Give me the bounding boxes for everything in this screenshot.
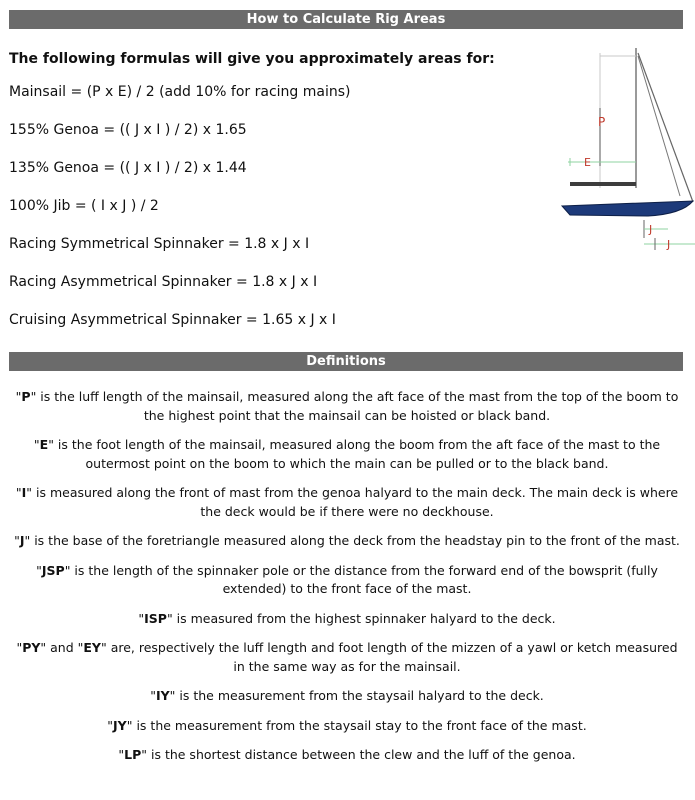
- definitions-heading: Definitions: [9, 352, 683, 371]
- formula-cruising-asymmetrical-spinnaker: Cruising Asymmetrical Spinnaker = 1.65 x J x I: [9, 312, 336, 328]
- e-label: E: [584, 156, 591, 169]
- formula-genoa-155: 155% Genoa = (( J x I ) / 2) x 1.65: [9, 122, 247, 138]
- definition-py-ey: "PY" and "EY" are, respectively the luff length and foot length of the mizzen of a yawl or ketch measured in the same way as for the mainsail.: [16, 640, 678, 674]
- definition-j: "J" is the base of the foretriangle measured along the deck from the headstay pin to the front of the mast.: [14, 533, 680, 548]
- definition-iy: "IY" is the measurement from the staysail halyard to the deck.: [150, 688, 544, 703]
- definitions-list: [9, 388, 685, 776]
- boom: [570, 182, 636, 186]
- definition-lp: "LP" is the shortest distance between the clew and the luff of the genoa.: [118, 747, 576, 762]
- jib-luff: [638, 56, 680, 196]
- page-title: How to Calculate Rig Areas: [9, 10, 683, 29]
- hull: [562, 201, 693, 216]
- j-label: J: [667, 238, 671, 251]
- formula-racing-asymmetrical-spinnaker: Racing Asymmetrical Spinnaker = 1.8 x J x I: [9, 274, 318, 290]
- forestay: [638, 53, 693, 202]
- definition-jy: "JY" is the measurement from the staysail stay to the front face of the mast.: [107, 717, 587, 733]
- definition-isp: "ISP" is measured from the highest spinnaker halyard to the deck.: [138, 610, 556, 626]
- definition-p: "P" is the luff length of the mainsail, measured along the aft face of the mast from the top of the boom to the highest point that the mainsail can be hoisted or black band.: [15, 389, 679, 423]
- formula-genoa-135: 135% Genoa = (( J x I ) / 2) x 1.44: [9, 160, 247, 176]
- formula-jib-100: 100% Jib = ( I x J ) / 2: [9, 198, 159, 214]
- definition-e: "E" is the foot length of the mainsail, measured along the boom from the aft face of the mast to the outermost point on the boom to which the main can be pulled or to the black band.: [33, 437, 661, 471]
- j-sub-label: J: [649, 223, 653, 236]
- formula-mainsail: Mainsail = (P x E) / 2 (add 10% for racing mains): [9, 84, 351, 100]
- p-label: P: [598, 115, 606, 129]
- intro-heading: The following formulas will give you approximately areas for:: [9, 51, 495, 67]
- rig-diagram: [560, 48, 695, 260]
- definition-i: "I" is measured along the front of mast from the genoa halyard to the main deck. The main deck is where the deck would be if there were no deckhouse.: [15, 485, 679, 519]
- formula-racing-symmetrical-spinnaker: Racing Symmetrical Spinnaker = 1.8 x J x I: [9, 236, 310, 252]
- definition-jsp: "JSP" is the length of the spinnaker pole or the distance from the forward end of the bowsprit (fully extended) to the front face of the mast.: [36, 562, 658, 596]
